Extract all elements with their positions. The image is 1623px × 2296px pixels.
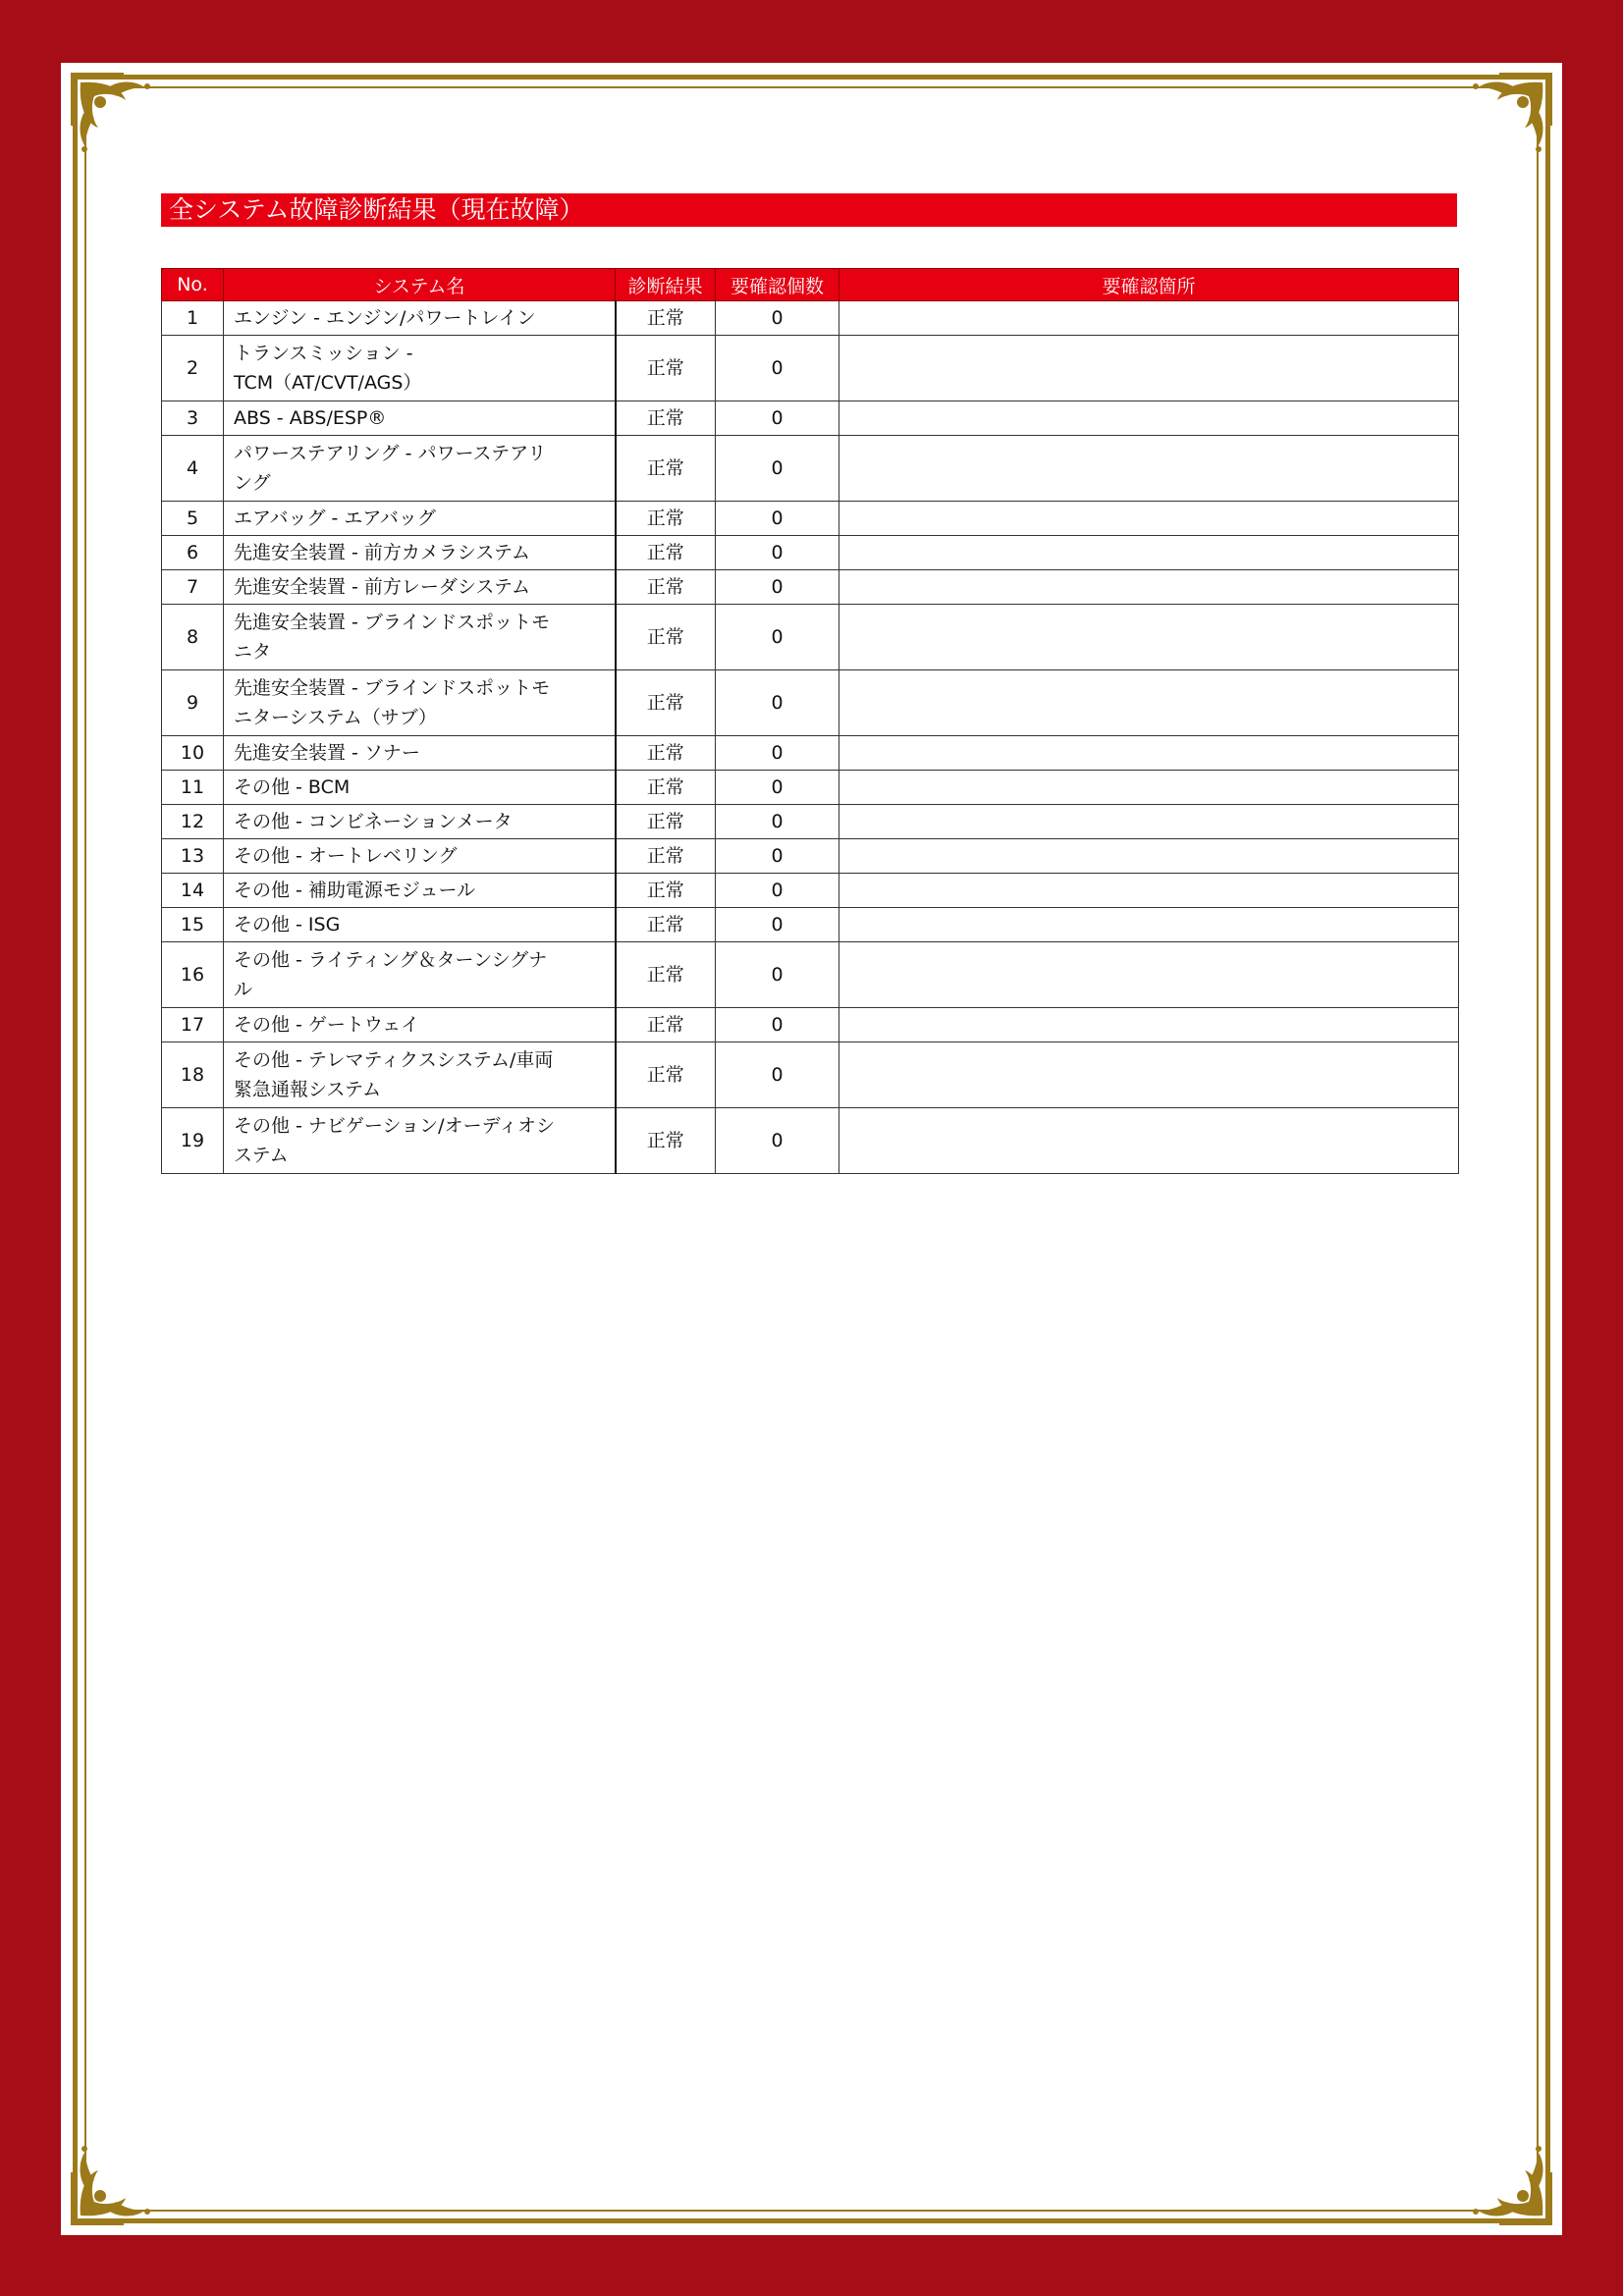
diagnosis-result: 正常: [616, 570, 716, 605]
header-no: No.: [162, 269, 224, 301]
system-name-cell: [224, 1108, 616, 1174]
diagnosis-result: 正常: [616, 401, 716, 436]
table-row: [162, 874, 1459, 908]
row-number: 15: [162, 908, 224, 942]
table-row: [162, 805, 1459, 839]
diagnosis-result: 正常: [616, 736, 716, 771]
row-number: 13: [162, 839, 224, 874]
system-name-cell: [224, 736, 616, 771]
ornament-corner-icon: [1464, 67, 1558, 161]
check-location: [839, 1042, 1459, 1108]
table-row: [162, 570, 1459, 605]
report-page: [61, 63, 1562, 2235]
check-location: [839, 502, 1459, 536]
check-location: [839, 570, 1459, 605]
row-number: 16: [162, 942, 224, 1008]
table-row: [162, 502, 1459, 536]
system-name-cell: [224, 301, 616, 336]
diagnosis-result: 正常: [616, 1042, 716, 1108]
diagnosis-result: 正常: [616, 536, 716, 570]
check-count: 0: [716, 436, 839, 502]
system-name-cell: [224, 1042, 616, 1108]
system-name-line: ル: [234, 979, 253, 1000]
table-row: [162, 536, 1459, 570]
diagnosis-result: 正常: [616, 670, 716, 736]
row-number: 8: [162, 605, 224, 670]
check-location: [839, 874, 1459, 908]
table-row: [162, 670, 1459, 736]
system-name-line: トランスミッション -: [234, 343, 413, 364]
check-location: [839, 605, 1459, 670]
system-name-cell: [224, 1008, 616, 1042]
row-number: 3: [162, 401, 224, 436]
system-name-line: 先進安全装置 - ブラインドスポットモ: [234, 612, 551, 633]
check-count: 0: [716, 605, 839, 670]
check-location: [839, 942, 1459, 1008]
check-location: [839, 1008, 1459, 1042]
row-number: 19: [162, 1108, 224, 1174]
check-count: 0: [716, 874, 839, 908]
table-row: [162, 1108, 1459, 1174]
diagnosis-result: 正常: [616, 336, 716, 401]
ornament-corner-icon: [65, 67, 159, 161]
system-name-line: 先進安全装置 - 前方カメラシステム: [234, 542, 531, 563]
header-check-location: 要確認箇所: [839, 269, 1459, 301]
table-row: [162, 336, 1459, 401]
system-name-line: ABS - ABS/ESP®: [234, 407, 387, 429]
row-number: 12: [162, 805, 224, 839]
diagnosis-result: 正常: [616, 502, 716, 536]
system-name-line: エンジン - エンジン/パワートレイン: [234, 307, 536, 329]
row-number: 7: [162, 570, 224, 605]
table-row: [162, 605, 1459, 670]
diagnosis-result: 正常: [616, 301, 716, 336]
system-name-line: パワーステアリング - パワーステアリ: [234, 443, 547, 464]
table-row: [162, 1042, 1459, 1108]
check-count: 0: [716, 736, 839, 771]
table-row: [162, 839, 1459, 874]
table-row: [162, 908, 1459, 942]
system-name-line: ニターシステム（サブ）: [234, 707, 437, 728]
system-name-line: その他 - ISG: [234, 914, 341, 935]
table-row: [162, 436, 1459, 502]
check-count: 0: [716, 536, 839, 570]
check-location: [839, 401, 1459, 436]
system-name-cell: [224, 771, 616, 805]
header-check-count: 要確認個数: [716, 269, 839, 301]
check-location: [839, 805, 1459, 839]
system-name-line: その他 - オートレベリング: [234, 845, 458, 867]
row-number: 2: [162, 336, 224, 401]
row-number: 5: [162, 502, 224, 536]
table-row: [162, 401, 1459, 436]
diagnosis-result: 正常: [616, 605, 716, 670]
system-name-cell: [224, 839, 616, 874]
system-name-cell: [224, 570, 616, 605]
system-name-line: その他 - コンビネーションメータ: [234, 811, 513, 832]
system-name-line: 先進安全装置 - ソナー: [234, 742, 420, 764]
system-name-cell: [224, 436, 616, 502]
check-location: [839, 336, 1459, 401]
system-name-line: 先進安全装置 - ブラインドスポットモ: [234, 677, 551, 699]
header-result: 診断結果: [616, 269, 716, 301]
system-name-line: ステム: [234, 1145, 289, 1166]
check-location: [839, 1108, 1459, 1174]
table-body: [162, 301, 1459, 1174]
system-name-line: 緊急通報システム: [234, 1079, 382, 1100]
row-number: 6: [162, 536, 224, 570]
check-count: 0: [716, 502, 839, 536]
system-name-line: ング: [234, 472, 271, 494]
system-name-cell: [224, 536, 616, 570]
system-name-line: TCM（AT/CVT/AGS）: [234, 372, 422, 394]
header-system-name: システム名: [224, 269, 616, 301]
diagnosis-result: 正常: [616, 874, 716, 908]
system-name-line: その他 - BCM: [234, 776, 351, 798]
system-name-cell: [224, 401, 616, 436]
system-name-line: ニタ: [234, 641, 272, 663]
system-name-line: その他 - ナビゲーション/オーディオシ: [234, 1115, 556, 1137]
check-location: [839, 839, 1459, 874]
table-row: [162, 736, 1459, 771]
check-location: [839, 536, 1459, 570]
check-location: [839, 771, 1459, 805]
system-name-cell: [224, 908, 616, 942]
check-count: 0: [716, 1108, 839, 1174]
check-location: [839, 436, 1459, 502]
row-number: 11: [162, 771, 224, 805]
row-number: 10: [162, 736, 224, 771]
row-number: 9: [162, 670, 224, 736]
check-count: 0: [716, 839, 839, 874]
system-name-line: その他 - ゲートウェイ: [234, 1014, 420, 1036]
check-count: 0: [716, 908, 839, 942]
diagnosis-result: 正常: [616, 908, 716, 942]
system-name-line: その他 - 補助電源モジュール: [234, 880, 476, 901]
check-count: 0: [716, 301, 839, 336]
check-count: 0: [716, 670, 839, 736]
system-name-cell: [224, 874, 616, 908]
diagnosis-result: 正常: [616, 436, 716, 502]
system-name-cell: [224, 942, 616, 1008]
diagnosis-result: 正常: [616, 805, 716, 839]
system-name-cell: [224, 502, 616, 536]
check-location: [839, 736, 1459, 771]
check-count: 0: [716, 1008, 839, 1042]
diagnosis-result: 正常: [616, 839, 716, 874]
row-number: 1: [162, 301, 224, 336]
check-count: 0: [716, 401, 839, 436]
diagnosis-result: 正常: [616, 942, 716, 1008]
system-name-cell: [224, 805, 616, 839]
row-number: 18: [162, 1042, 224, 1108]
system-name-line: その他 - ライティング＆ターンシグナ: [234, 949, 548, 971]
diagnosis-result: 正常: [616, 1108, 716, 1174]
diagnosis-table: [161, 268, 1459, 1174]
ornament-corner-icon: [1464, 2137, 1558, 2231]
diagnosis-result: 正常: [616, 1008, 716, 1042]
table-row: [162, 1008, 1459, 1042]
table-header-row: [162, 269, 1459, 301]
ornament-corner-icon: [65, 2137, 159, 2231]
check-location: [839, 301, 1459, 336]
row-number: 17: [162, 1008, 224, 1042]
check-count: 0: [716, 570, 839, 605]
check-count: 0: [716, 805, 839, 839]
table-row: [162, 942, 1459, 1008]
row-number: 14: [162, 874, 224, 908]
system-name-cell: [224, 336, 616, 401]
check-location: [839, 670, 1459, 736]
system-name-line: 先進安全装置 - 前方レーダシステム: [234, 576, 531, 598]
system-name-line: エアバッグ - エアバッグ: [234, 507, 436, 529]
table-row: [162, 301, 1459, 336]
table-row: [162, 771, 1459, 805]
system-name-cell: [224, 605, 616, 670]
system-name-line: その他 - テレマティクスシステム/車両: [234, 1049, 554, 1071]
check-count: 0: [716, 942, 839, 1008]
system-name-cell: [224, 670, 616, 736]
check-count: 0: [716, 771, 839, 805]
check-count: 0: [716, 1042, 839, 1108]
row-number: 4: [162, 436, 224, 502]
diagnosis-result: 正常: [616, 771, 716, 805]
page-title: 全システム故障診断結果（現在故障）: [161, 193, 1457, 227]
check-count: 0: [716, 336, 839, 401]
check-location: [839, 908, 1459, 942]
